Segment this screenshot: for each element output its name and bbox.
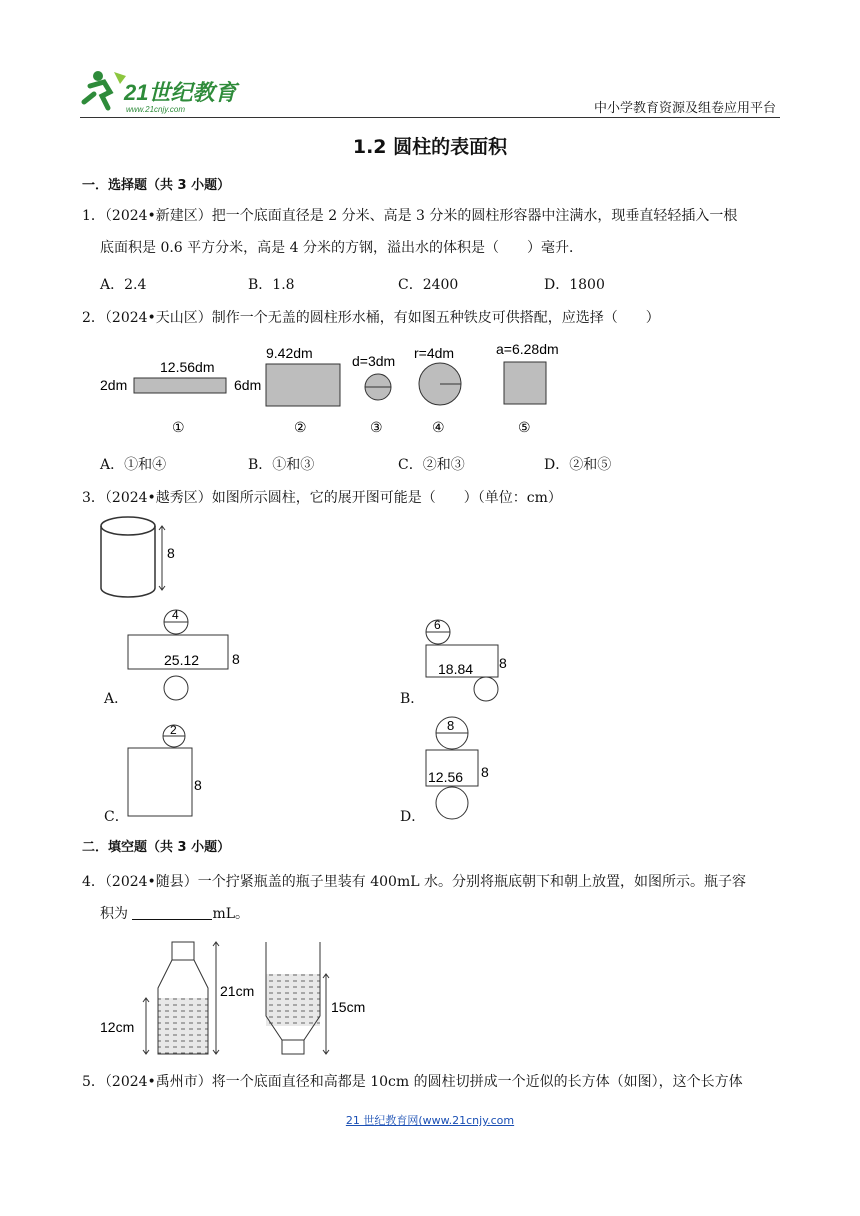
section-title-choice: 一．选择题（共 3 小题） (82, 178, 231, 193)
shape5-label: a=6.28dm (496, 341, 559, 357)
question-2-options (100, 454, 700, 474)
question-5 (82, 1066, 780, 1098)
svg-text:2: 2 (170, 723, 177, 737)
runner-icon (84, 71, 126, 108)
shape2-h: 6dm (234, 377, 262, 393)
svg-text:8: 8 (499, 655, 507, 671)
shape4-label: r=4dm (414, 345, 455, 361)
section-title-fill: 二．填空题（共 3 小题） (82, 840, 231, 855)
shape5-rect (504, 362, 546, 404)
page-title: 1.2 圆柱的表面积 (352, 136, 508, 158)
svg-text:4: 4 (172, 608, 179, 622)
shape-label-3: ③ (370, 419, 383, 435)
option-d-label[interactable]: D． (400, 809, 426, 825)
svg-text:18.84: 18.84 (438, 661, 474, 677)
question-1-options (100, 274, 700, 294)
question-4 (82, 866, 780, 930)
option-c[interactable]: C．2400 (398, 277, 459, 293)
height-21cm: 21cm (220, 983, 255, 999)
option-b-figure[interactable] (420, 616, 520, 708)
footer-link[interactable]: 21 世纪教育网(www.21cnjy.com (345, 1114, 515, 1127)
question-2-figure (98, 340, 568, 444)
option-b-label[interactable]: B． (400, 691, 425, 707)
option-c-label[interactable]: C． (104, 809, 129, 825)
svg-text:8: 8 (232, 651, 240, 667)
svg-text:8: 8 (481, 764, 489, 780)
logo-text: 21世纪教育 (124, 80, 237, 105)
question-1-line2: 底面积是 0.6 平方分米，高是 4 分米的方钢，溢出水的体积是（ ）毫升． (100, 240, 583, 256)
question-1 (82, 200, 780, 264)
option-c[interactable]: C．②和③ (398, 457, 465, 473)
logo (80, 66, 250, 118)
question-5-line1: 5．（2024•禹州市）将一个底面直径和高都是 10cm 的圆柱切拼成一个近似的长方体（如图），这个长方体 (82, 1074, 743, 1090)
shape1-len: 12.56dm (160, 359, 215, 375)
cylinder-top (101, 517, 155, 535)
bottle-figure (100, 936, 370, 1064)
question-4-line2: 积为 mL。 (100, 906, 250, 922)
cylinder-figure (96, 514, 186, 610)
shape-label-4: ④ (432, 419, 445, 435)
cylinder-height: 8 (167, 545, 175, 561)
option-b[interactable]: B．1.8 (248, 277, 295, 293)
question-4-line1: 4．（2024•随县）一个拧紧瓶盖的瓶子里装有 400mL 水。分别将瓶底朝下和朝上放置，如图所示。瓶子容 (82, 874, 746, 890)
option-d[interactable]: D．1800 (544, 277, 605, 293)
shape-label-5: ⑤ (518, 419, 531, 435)
option-a[interactable]: A．①和④ (100, 457, 167, 473)
cylinder-bottom (101, 588, 155, 597)
question-3 (82, 482, 780, 514)
shape1-h: 2dm (100, 377, 128, 393)
platform-name: 中小学教育资源及组卷应用平台 (593, 101, 776, 116)
shape2-len: 9.42dm (266, 345, 313, 361)
shape1-rect (134, 378, 226, 393)
option-a-label[interactable]: A． (104, 691, 129, 707)
question-2-text: 2．（2024•天山区）制作一个无盖的圆柱形水桶，有如图五种铁皮可供搭配，应选择（ ） (82, 310, 660, 326)
option-d-figure[interactable] (420, 716, 510, 824)
option-c-figure[interactable] (124, 722, 214, 824)
answer-blank[interactable] (132, 905, 212, 920)
svg-text:12.56: 12.56 (428, 769, 464, 785)
option-a[interactable]: A．2.4 (100, 277, 147, 293)
shape3-label: d=3dm (352, 353, 396, 369)
question-2 (82, 302, 780, 334)
question-3-text: 3．（2024•越秀区）如图所示圆柱，它的展开图可能是（ ）（单位：cm） (82, 490, 562, 506)
svg-text:6: 6 (434, 618, 441, 632)
logo-url: www.21cnjy.com (126, 105, 185, 114)
height-12cm: 12cm (100, 1019, 135, 1035)
option-b[interactable]: B．①和③ (248, 457, 315, 473)
height-15cm: 15cm (331, 999, 366, 1015)
svg-text:25.12: 25.12 (164, 652, 200, 668)
option-a-figure[interactable] (124, 608, 254, 708)
header-divider (80, 117, 780, 118)
question-1-line1: 1．（2024•新建区）把一个底面直径是 2 分米、高是 3 分米的圆柱形容器中注满水，现垂直轻轻插入一根 (82, 208, 738, 224)
svg-text:8: 8 (194, 777, 202, 793)
shape-label-1: ① (172, 419, 185, 435)
shape2-rect (266, 364, 340, 406)
shape-label-2: ② (294, 419, 307, 435)
svg-text:8: 8 (447, 718, 455, 733)
option-d[interactable]: D．②和⑤ (544, 457, 612, 473)
